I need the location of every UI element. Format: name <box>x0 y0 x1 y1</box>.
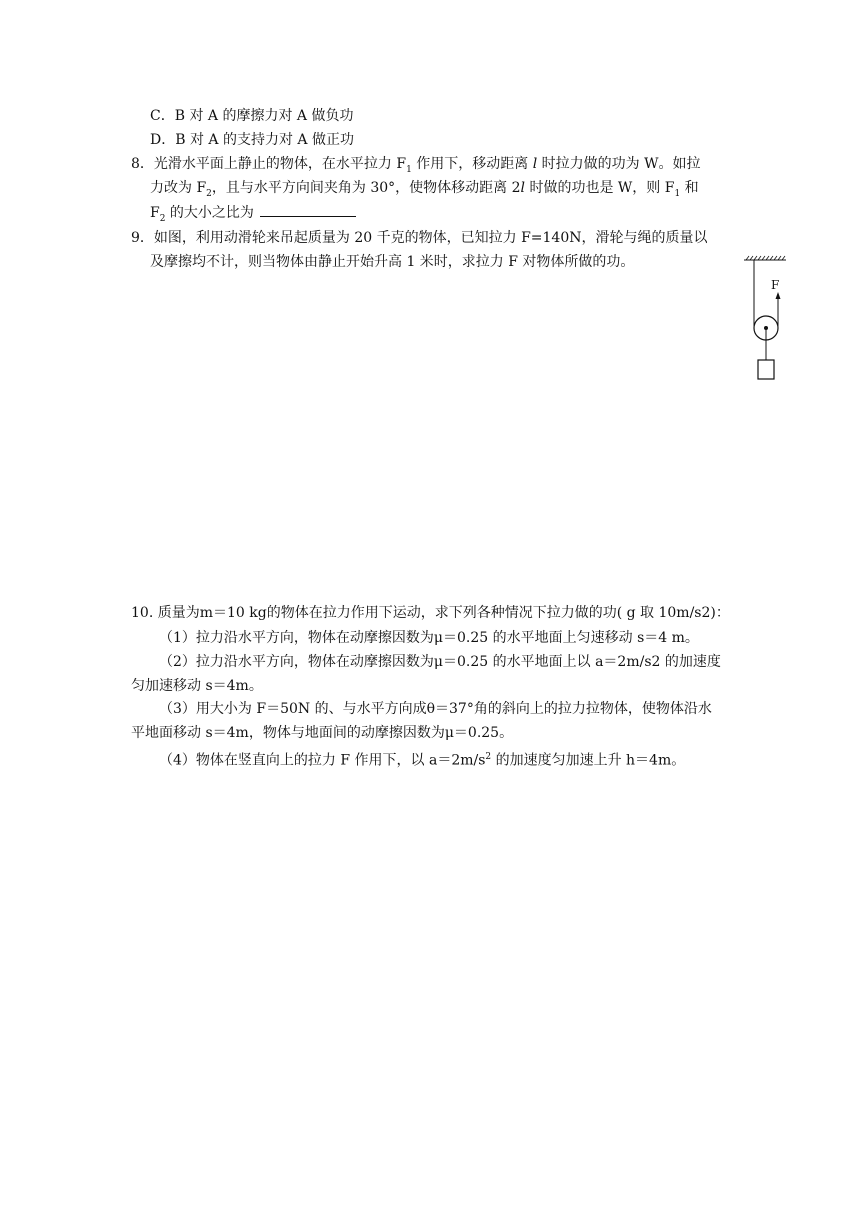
answer-blank[interactable] <box>260 202 356 217</box>
q10-part-2b: 匀加速移动 s＝4m。 <box>131 678 263 694</box>
pulley-axle <box>764 326 768 330</box>
q10-text: 的加速度匀加速上升 h＝4m。 <box>491 752 686 769</box>
pulley-diagram <box>740 252 790 384</box>
q8-italic-l: l <box>520 180 526 196</box>
q8-text: ，且与水平方向间夹角为 30°，使物体移动距离 2 <box>211 180 521 196</box>
q8-text: 力改为 F <box>150 180 207 196</box>
q8-line-2 <box>150 178 699 204</box>
q8-line-1 <box>131 154 701 180</box>
ceiling-hatch <box>744 256 786 260</box>
q10-part-1: （1）拉力沿水平方向，物体在动摩擦因数为μ＝0.25 的水平地面上匀速移动 s＝4 m。 <box>159 630 699 646</box>
q10-superscript: 2 <box>485 752 492 762</box>
q8-subscript: 1 <box>674 188 681 199</box>
q10-part-3a: （3）用大小为 F＝50N 的、与水平方向成θ＝37°角的斜向上的拉力拉物体，使物体沿水 <box>159 701 712 717</box>
q8-italic-l: l <box>532 156 538 172</box>
q8-text: 8．光滑水平面上静止的物体，在水平拉力 F <box>131 156 407 172</box>
q8-line-3 <box>150 202 356 229</box>
q9-line-1: 9．如图，利用动滑轮来吊起质量为 20 千克的物体，已知拉力 F=140N，滑轮与绳的质量以 <box>131 230 708 246</box>
force-arrow-icon <box>776 292 781 299</box>
q8-text: F <box>150 205 160 221</box>
q10-text: （4）物体在竖直向上的拉力 F 作用下，以 a＝2m/s <box>159 752 486 769</box>
q10-part-4 <box>159 747 685 771</box>
q8-subscript: 2 <box>206 188 212 199</box>
q8-text: 作用下，移动距离 <box>411 156 533 172</box>
force-label: F <box>771 278 780 292</box>
q8-subscript: 1 <box>406 164 412 175</box>
q10-part-2a: （2）拉力沿水平方向，物体在动摩擦因数为μ＝0.25 的水平地面上以 a＝2m/s2 的加速度 <box>159 654 721 670</box>
q8-text: 时拉力做的功为 W。如拉 <box>537 156 701 172</box>
hanging-mass <box>758 360 774 379</box>
q8-text: 和 <box>680 180 699 196</box>
q9-line-2: 及摩擦均不计，则当物体由静止开始升高 1 米时，求拉力 F 对物体所做的功。 <box>150 254 635 270</box>
q8-subscript: 2 <box>159 213 166 224</box>
q10-part-3b: 平地面移动 s＝4m，物体与地面间的动摩擦因数为μ＝0.25。 <box>131 725 514 741</box>
q8-text: 的大小之比为 <box>165 205 254 221</box>
choice-d: D．B 对 A 的支持力对 A 做正功 <box>150 132 354 148</box>
q8-text: 时做的功也是 W，则 F <box>525 180 675 196</box>
choice-c: C．B 对 A 的摩擦力对 A 做负功 <box>150 108 354 124</box>
q10-intro: 10. 质量为m＝10 kg的物体在拉力作用下运动，求下列各种情况下拉力做的功( g 取 10m/s2)： <box>131 605 730 621</box>
